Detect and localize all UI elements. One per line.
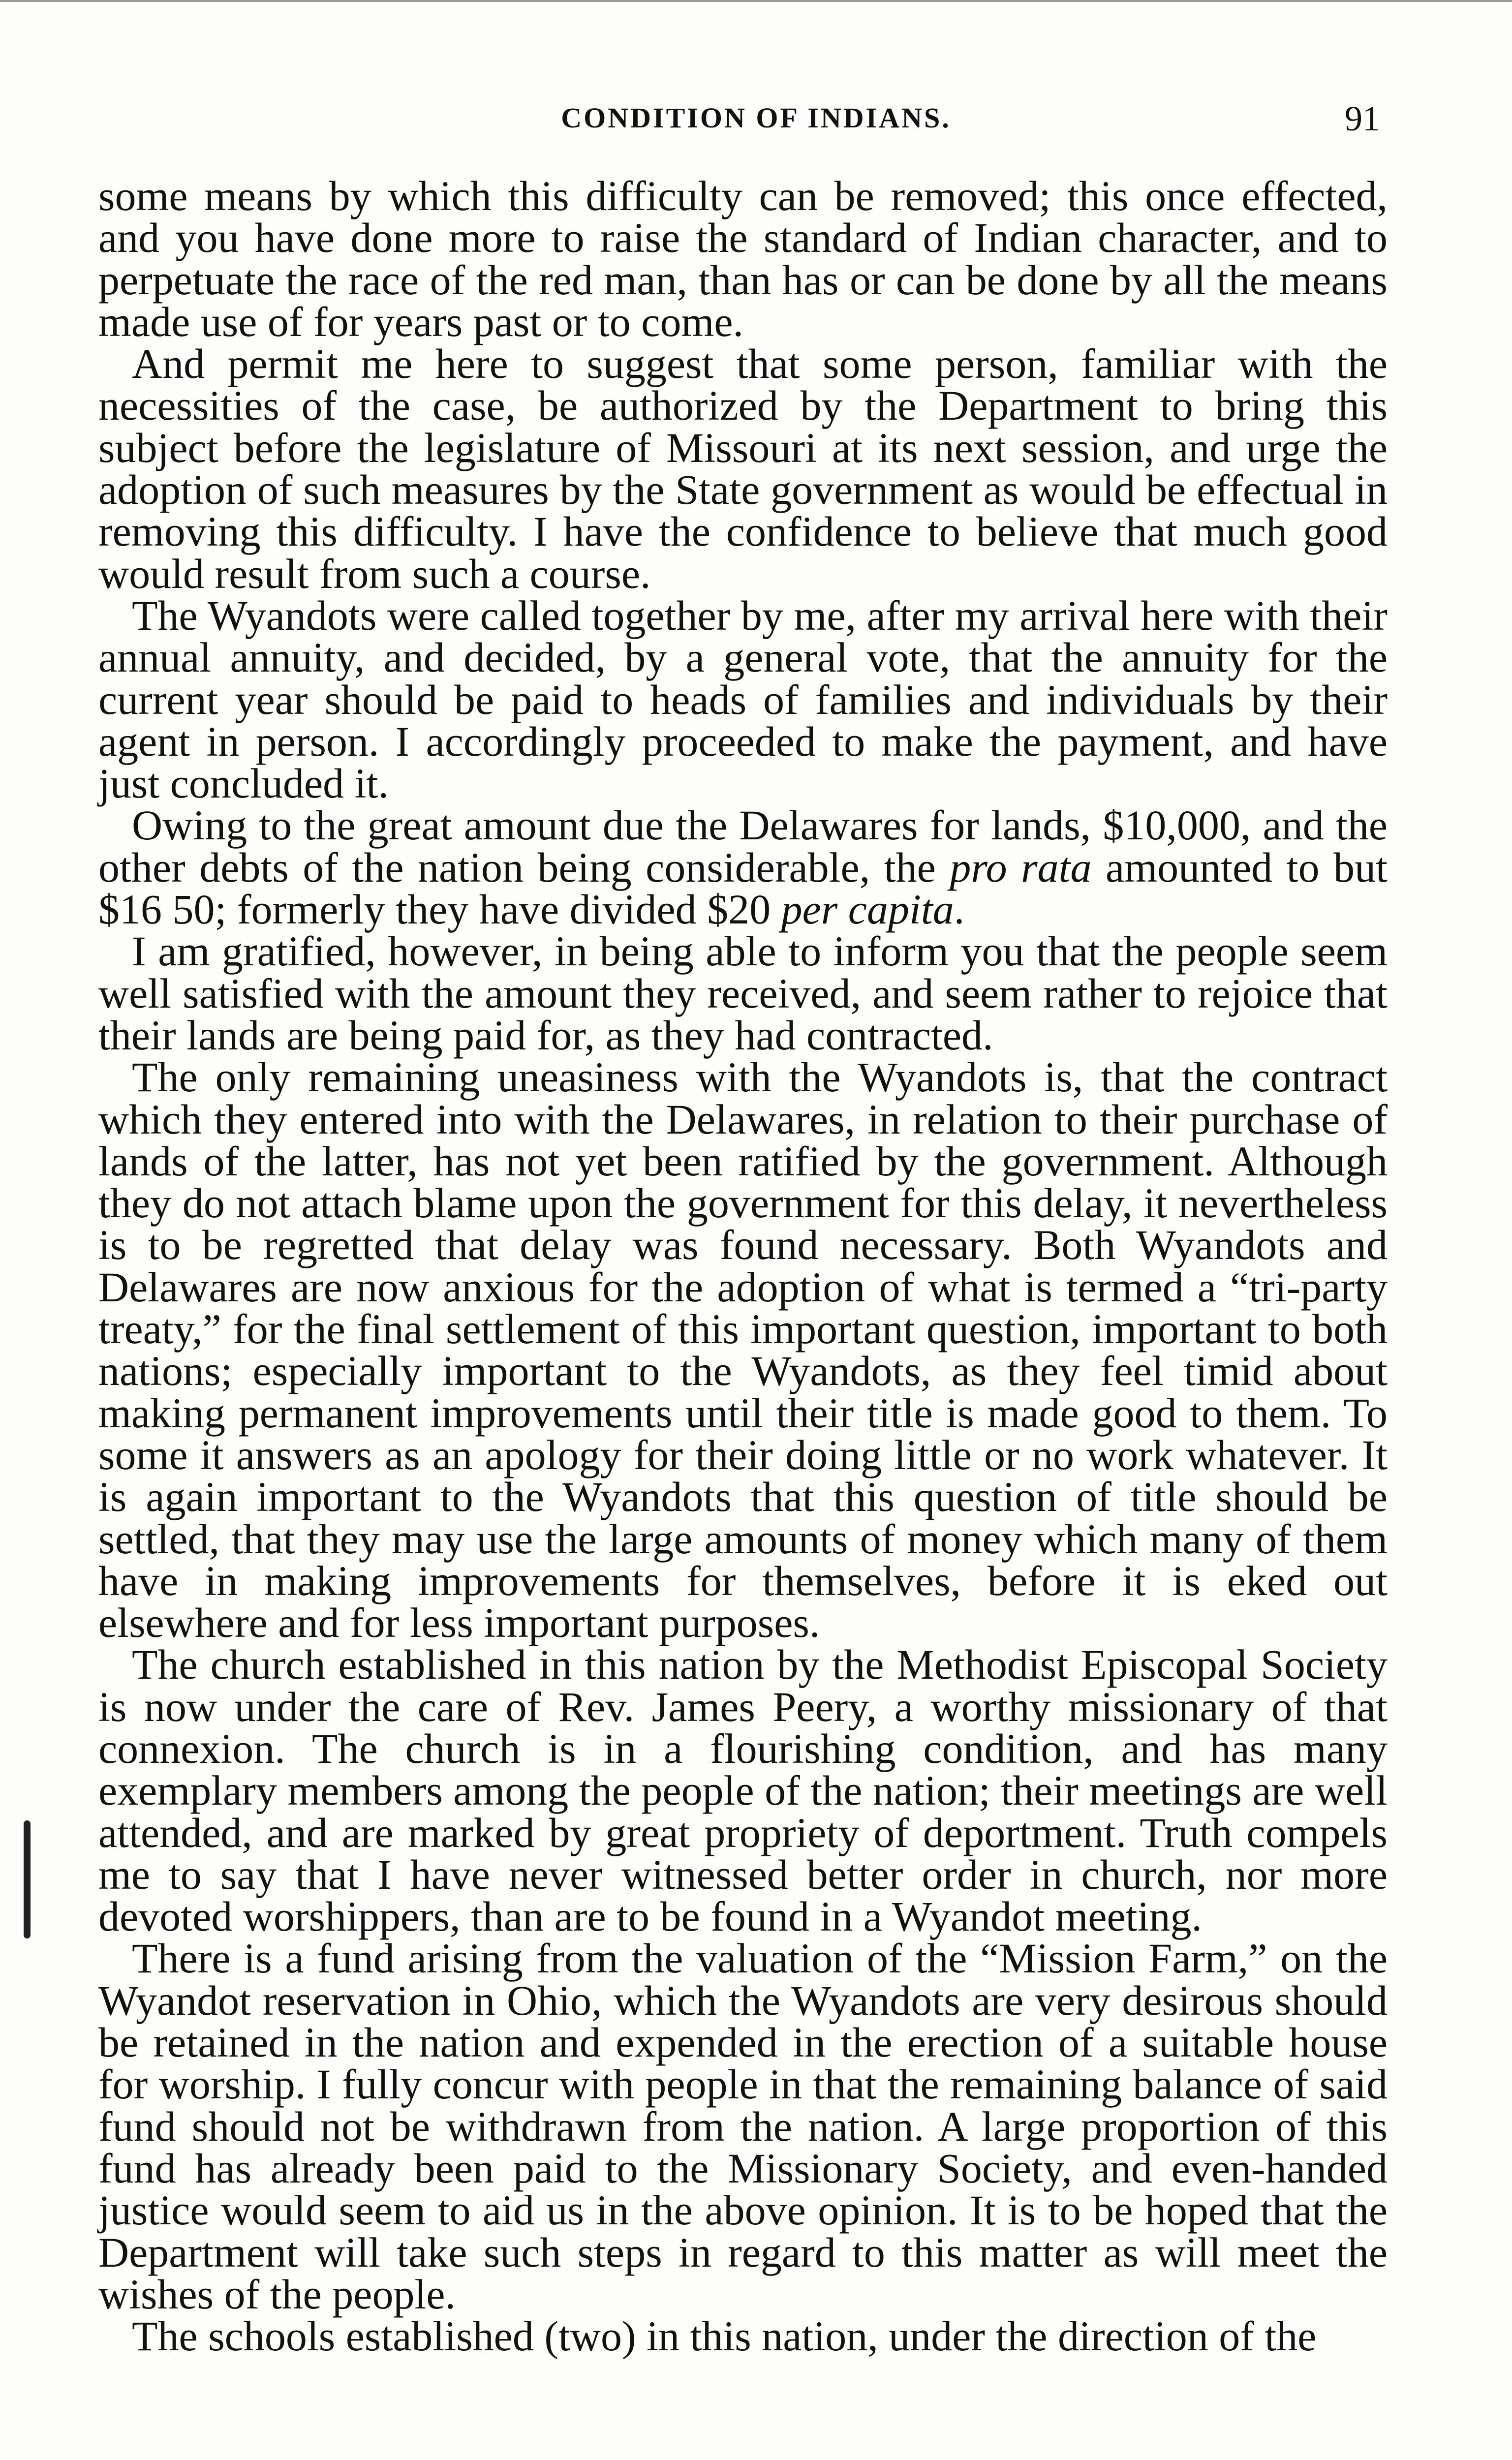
paragraph-text: There is a fund arising from the valuation of the “Mission Farm,” on the Wyandot reservation in Ohio, which the Wyandots are very desirous should be retained in the nation and expended in the erection of a suitable house for worship. I fully concur with people in that the remaining balance of said fund should not be withdrawn from the nation. A large proportion of this fund has already been paid to the Missionary Society, and even-handed justice would seem to aid us in the above opinion. It is to be hoped that the Department will take such steps in regard to this matter as will meet the wishes of the people. xyxy=(98,1935,1388,2318)
paragraph xyxy=(98,1053,1388,1647)
paragraph-text: some means by which this difficulty can be removed; this once effected, and you have done more to raise the standard of Indian character, and to perpetuate the race of the red man, than has or can be done by all the means made use of for years past or to come. xyxy=(98,172,1388,345)
paragraph xyxy=(98,172,1388,345)
scan-edge-top xyxy=(0,0,1512,2)
italic-text: pro rata xyxy=(950,843,1092,891)
paragraph xyxy=(98,1935,1388,2318)
paragraph xyxy=(98,591,1388,807)
paragraph-text: The schools established (two) in this nation, under the direction of the xyxy=(132,2312,1317,2360)
paragraph-text: I am gratified, however, in being able to inform you that the people seem well satisfied with the amount they received, and seem rather to rejoice that their lands are being paid for, as they had contracted. xyxy=(98,927,1388,1059)
body-text xyxy=(98,172,1388,2360)
paragraph xyxy=(98,1641,1388,1940)
paragraph-text: The only remaining uneasiness with the Wyandots is, that the contract which they entered into with the Delawares, in relation to their purchase of lands of the latter, has not yet been ratified by the government. Although they do not attach blame upon the government for this delay, it nevertheless is to be regretted that delay was found necessary. Both Wyandots and Delawares are now anxious for the adoption of what is termed a “tri-party treaty,” for the final settlement of this important question, important to both nations; especially important to the Wyandots, as they feel timid about making permanent improvements until their title is made good to them. To some it answers as an apology for their doing little or no work whatever. It is again important to the Wyandots that this question of title should be settled, that they may use the large amounts of money which many of them have in making improvements for themselves, before it is eked out elsewhere and for less important purposes. xyxy=(98,1053,1388,1647)
paragraph-text: Owing to the great amount due the Delawares for lands, $10,000, and the other debts of the nation being considerable, the xyxy=(98,801,1388,891)
italic-text: per capita xyxy=(781,886,954,933)
running-head-title: CONDITION OF INDIANS. xyxy=(561,102,951,134)
running-head xyxy=(0,98,1512,138)
margin-binding-mark xyxy=(24,1820,31,1938)
page-number: 91 xyxy=(1345,99,1380,138)
paragraph xyxy=(98,2312,1388,2360)
paragraph xyxy=(98,927,1388,1059)
paragraph-text: The church established in this nation by the Methodist Episcopal Society is now under the care of Rev. James Peery, a worthy missionary of that connexion. The church is in a flourishing condition, and has many exemplary members among the people of the nation; their meetings are well attended, and are marked by great propriety of deportment. Truth compels me to say that I have never witnessed better order in church, nor more devoted worshippers, than are to be found in a Wyandot meeting. xyxy=(98,1641,1388,1940)
paragraph-text: . xyxy=(954,886,965,933)
paragraph xyxy=(98,801,1388,933)
paragraph xyxy=(98,340,1388,597)
paragraph-text: And permit me here to suggest that some person, familiar with the necessities of the case, be authorized by the Department to bring this subject before the legislature of Missouri at its next session, and urge the adoption of such measures by the State government as would be effectual in removing this difficulty. I have the confidence to believe that much good would result from such a course. xyxy=(98,340,1388,597)
paragraph-text: amounted to but $16 50; formerly they have divided $20 xyxy=(98,843,1388,933)
paragraph-text: The Wyandots were called together by me, after my arrival here with their annual annuity, and decided, by a general vote, that the annuity for the current year should be paid to heads of families and individuals by their agent in person. I accordingly proceeded to make the payment, and have just concluded it. xyxy=(98,591,1388,807)
